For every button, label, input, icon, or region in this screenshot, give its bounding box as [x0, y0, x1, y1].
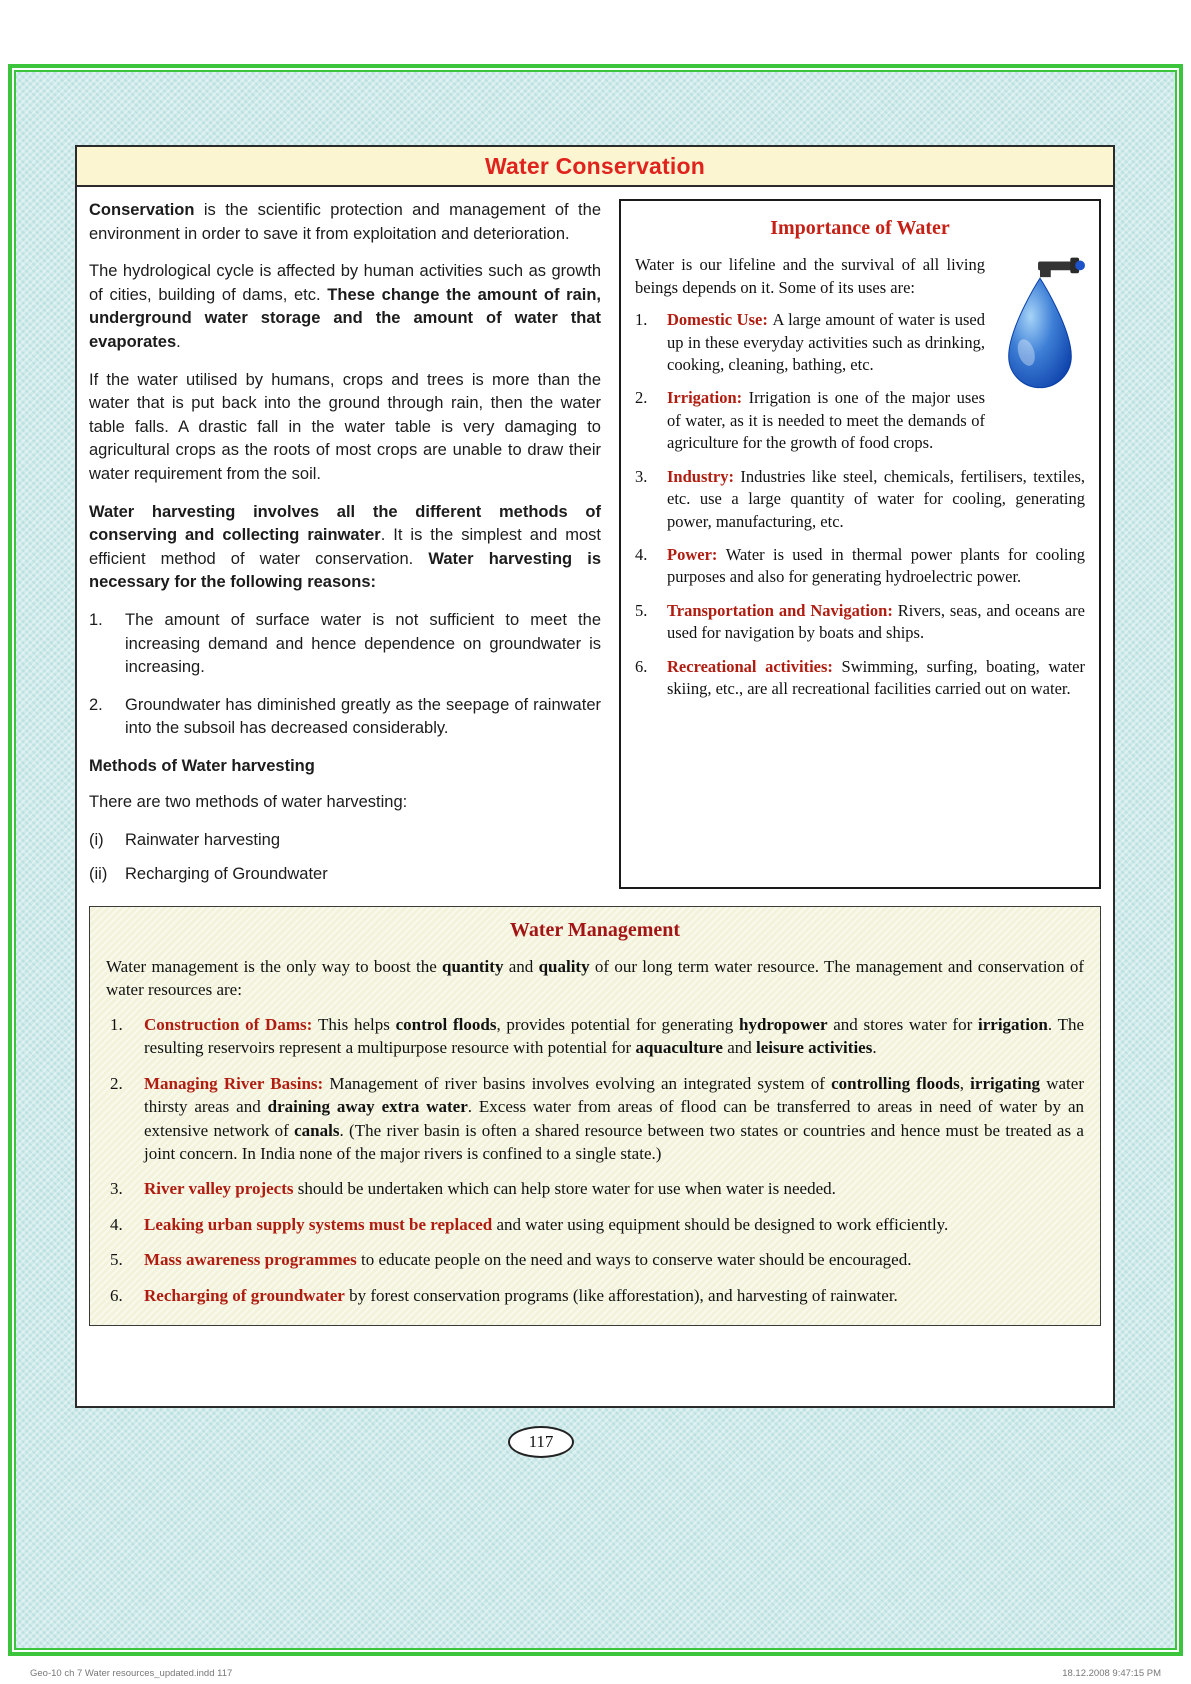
- importance-of-water-box: [619, 199, 1101, 889]
- paragraph-water-harvesting: Water harvesting involves all the different methods of conserving and collecting rainwater. It is the simplest and most efficient method of water conservation. Water harvesting is necessary for the following reasons:: [89, 502, 601, 592]
- management-item: [106, 1013, 1084, 1060]
- print-footer: [30, 1668, 1161, 1679]
- management-item: [106, 1248, 1084, 1271]
- list-text: Irrigation: Irrigation is one of the major uses of water, as it is needed to meet the demands of agriculture for the growth of food crops.: [667, 388, 985, 453]
- list-text: River valley projects should be undertaken which can help store water for use when water is needed.: [144, 1179, 836, 1199]
- footer-filename: Geo-10 ch 7 Water resources_updated.indd 117: [30, 1668, 233, 1679]
- list-text: Groundwater has diminished greatly as the seepage of rainwater into the subsoil has decreased considerably.: [125, 695, 601, 738]
- importance-item: [635, 466, 1085, 533]
- list-text: Recreational activities: Swimming, surfing, boating, water skiing, etc., are all recreational facilities carried out on water.: [667, 656, 1085, 699]
- list-text: Recharging of groundwater by forest conservation programs (like afforestation), and harvesting of rainwater.: [144, 1285, 898, 1305]
- left-column: [89, 199, 601, 896]
- list-text: Construction of Dams: This helps control floods, provides potential for generating hydropower and stores water for irrigation. The resulting reservoirs represent a multipurpose resource with potential for aquaculture and leisure activities.: [144, 1014, 1085, 1058]
- management-item: [106, 1284, 1084, 1307]
- method-item: [89, 829, 601, 853]
- list-number: 6.: [635, 656, 648, 676]
- panel-title-bar: [77, 147, 1113, 187]
- list-text: Managing River Basins: Management of river basins involves evolving an integrated system of controlling floods, irrigating water thirsty areas and draining away extra water. Excess water from areas of flood can be transferred to areas in need of water by an extensive network of canals. (The river basin is often a shared resource between two states or countries and hence must be treated as a joint concern. In India none of the major rivers is confined to a single state.): [144, 1073, 1084, 1164]
- list-number: 4.: [635, 545, 648, 564]
- paragraph-hydrological-cycle: The hydrological cycle is affected by human activities such as growth of cities, building of dams, etc. These change the amount of rain, underground water storage and the amount of water that evaporates.: [89, 262, 601, 351]
- list-text: Industry: Industries like steel, chemicals, fertilisers, textiles, etc. use a large quantity of water for cooling, generating power, manufacturing, etc.: [667, 466, 1085, 531]
- list-number: 3.: [635, 466, 648, 486]
- page-frame-background: [14, 70, 1177, 1650]
- water-tap-drop-icon: [995, 254, 1085, 404]
- list-number: 2.: [635, 388, 648, 408]
- list-number: 4.: [110, 1214, 123, 1234]
- list-number: 2.: [110, 1073, 123, 1093]
- page-title: Water Conservation: [484, 152, 705, 179]
- content-columns: [77, 187, 1113, 900]
- list-number: 5.: [635, 600, 648, 620]
- list-number: (i): [89, 831, 104, 850]
- list-number: 3.: [110, 1179, 123, 1199]
- management-title: Water Management: [509, 919, 681, 942]
- list-text: The amount of surface water is not sufficient to meet the increasing demand and hence dependence on groundwater is increasing.: [125, 610, 601, 677]
- management-item: [106, 1072, 1084, 1166]
- water-conservation-panel: [75, 145, 1115, 1408]
- list-text: Leaking urban supply systems must be replaced and water using equipment should be designed to work efficiently.: [144, 1214, 949, 1234]
- list-text: Domestic Use: A large amount of water is used up in these everyday activities such as drinking, cooking, cleaning, bathing, etc.: [667, 310, 986, 374]
- list-number: 6.: [110, 1285, 123, 1305]
- paragraph-conservation: Conservation is the scientific protection and management of the environment in order to save it from exploitation and deterioration.: [89, 201, 601, 243]
- importance-item: [635, 656, 1085, 701]
- methods-subheading: Methods of Water harvesting: [89, 756, 315, 775]
- paragraph-methods-intro: There are two methods of water harvesting:: [89, 793, 408, 812]
- list-number: 1.: [89, 610, 103, 629]
- importance-item: [635, 544, 1085, 589]
- list-text: Power: Water is used in thermal power plants for cooling purposes and also for generating hydroelectric power.: [667, 545, 1085, 587]
- reason-item: [89, 694, 601, 741]
- reason-item: [89, 609, 601, 680]
- footer-timestamp: 18.12.2008 9:47:15 PM: [1062, 1668, 1161, 1679]
- page-number-badge: [508, 1426, 574, 1458]
- management-item: [106, 1177, 1084, 1200]
- importance-title: Importance of Water: [770, 217, 950, 239]
- list-number: 5.: [110, 1250, 123, 1270]
- page-frame: [8, 64, 1183, 1656]
- paragraph-water-table: If the water utilised by humans, crops and trees is more than the water that is put back into the ground through rain, then the water table falls. A drastic fall in the water table is very damaging to agricultural crops as the roots of most crops are unable to draw their water requirement from the soil.: [89, 370, 601, 483]
- list-number: 1.: [635, 310, 648, 330]
- list-number: 1.: [110, 1014, 123, 1034]
- list-text: Recharging of Groundwater: [125, 864, 328, 883]
- importance-intro: Water is our lifeline and the survival of all living beings depends on it. Some of its uses are:: [635, 255, 985, 297]
- list-text: Mass awareness programmes to educate people on the need and ways to conserve water should be encouraged.: [144, 1250, 912, 1270]
- management-intro: Water management is the only way to boost the quantity and quality of our long term water resource. The management and conservation of water resources are:: [106, 956, 1084, 1000]
- importance-item: [635, 600, 1085, 645]
- list-text: Transportation and Navigation: Rivers, seas, and oceans are used for navigation by boats and ships.: [667, 600, 1085, 643]
- water-management-box: [89, 906, 1101, 1326]
- list-text: Rainwater harvesting: [125, 831, 280, 850]
- list-number: (ii): [89, 864, 108, 883]
- management-item: [106, 1213, 1084, 1236]
- method-item: [89, 863, 601, 887]
- list-number: 2.: [89, 695, 103, 714]
- page-number: 117: [528, 1432, 554, 1451]
- right-column: [619, 199, 1101, 896]
